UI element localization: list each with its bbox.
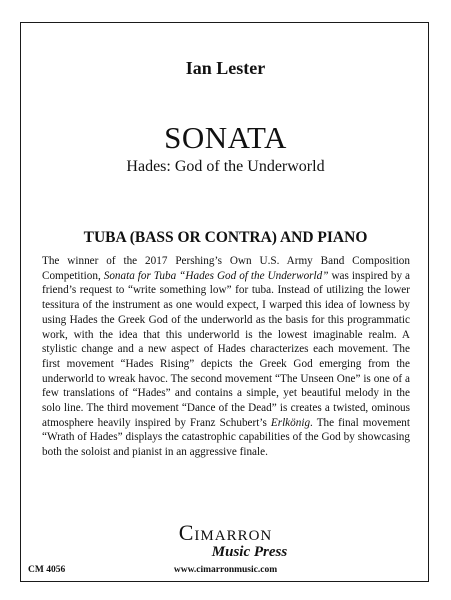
program-note-title-italic: Sonata for Tuba “Hades God of the Underworld” (103, 269, 329, 282)
program-note-part-2: was inspired by a friend’s request to “write something low” for tuba. Instead of utilizing the lower tessitura of the instrument as one would expect, I warped this idea of lowness by using Hades the Greek God of the underworld as the basis for this programmatic work, with the idea that this underworld is the lowest imaginable realm. A stylistic change and a new aspect of Hades characterizes each movement. The first movement “Hades Rising” depicts the Greek God emerging from the underworld to wreak havoc. The second movement “The Unseen One” is one of a few translations of “Hades” and contains a simple, yet beautiful melody in the solo line. The third movement “Dance of the Dead” is creates a twisted, ominous atmosphere heavily inspired by Franz Schubert’s (42, 269, 410, 429)
publisher-name: Cimarron (178, 520, 273, 545)
publisher-website[interactable]: www.cimarronmusic.com (173, 565, 278, 575)
piece-subtitle: Hades: God of the Underworld (126, 158, 325, 175)
program-note-erlkonig-italic: Erlkönig (270, 416, 311, 429)
catalog-number: CM 4056 (28, 565, 66, 575)
program-note (42, 254, 410, 460)
publisher-logo (0, 522, 451, 560)
program-note-part-3: . The final movement “Wrath of Hades” displays the catastrophic capabilities of the God by showcasing both the soloist and pianist in an aggressive finale. (42, 416, 410, 459)
publisher-subname: Music Press (211, 544, 288, 560)
program-note-part-1: The winner of the 2017 Pershing’s Own U.S. Army Band Composition Competition, (42, 255, 410, 282)
instrumentation: TUBA (BASS OR CONTRA) AND PIANO (83, 229, 368, 246)
composer-name: Ian Lester (185, 58, 266, 78)
piece-title: SONATA (164, 120, 287, 155)
